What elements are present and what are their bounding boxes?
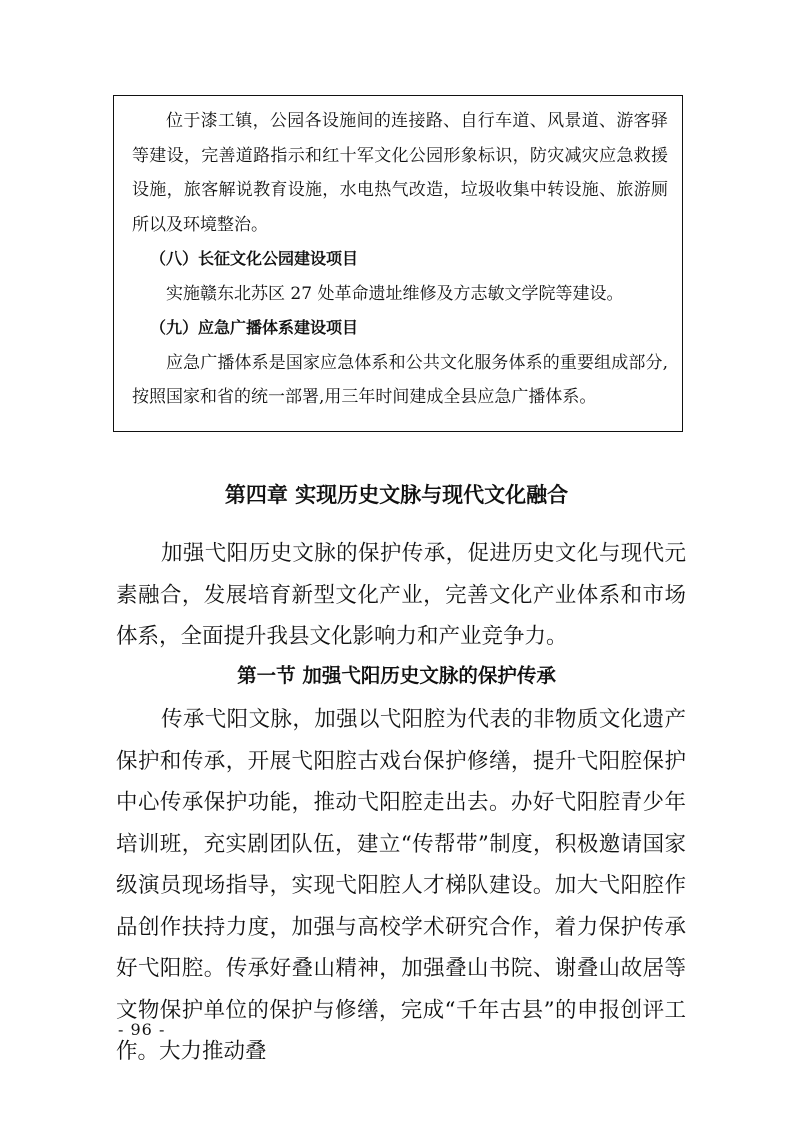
box-heading-8: （八）长征文化公园建设项目 <box>150 249 359 268</box>
chapter-intro-paragraph: 加强弋阳历史文脉的保护传承，促进历史文化与现代元素融合，发展培育新型文化产业，完善文化产业体系和市场体系，全面提升我县文化影响力和产业竞争力。 <box>116 541 686 649</box>
box-paragraph-3: 应急广播体系是国家应急体系和公共文化服务体系的重要组成部分,按照国家和省的统一部署,用三年时间建成全县应急广播体系。 <box>132 352 668 407</box>
page-number: - 96 - <box>118 1020 166 1039</box>
project-box <box>113 95 683 432</box>
section-body-paragraph: 传承弋阳文脉，加强以弋阳腔为代表的非物质文化遗产保护和传承，开展弋阳腔古戏台保护修缮，提升弋阳腔保护中心传承保护功能，推动弋阳腔走出去。办好弋阳腔青少年培训班，充实剧团队伍，建立“传帮带”制度，积极邀请国家级演员现场指导，实现弋阳腔人才梯队建设。加大弋阳腔作品创作扶持力度，加强与高校学术研究合作，着力保护传承好弋阳腔。传承好叠山精神，加强叠山书院、谢叠山故居等文物保护单位的保护与修缮，完成“千年古县”的申报创评工作。大力推动叠 <box>116 707 686 1064</box>
section-title: 第一节 加强弋阳历史文脉的保护传承 <box>237 664 556 687</box>
box-heading-9: （九）应急广播体系建设项目 <box>150 318 359 337</box>
box-paragraph-2: 实施赣东北苏区 27 处革命遗址维修及方志敏文学院等建设。 <box>166 283 624 304</box>
chapter-title: 第四章 实现历史文脉与现代文化融合 <box>224 483 569 507</box>
box-paragraph-1: 位于漆工镇，公园各设施间的连接路、自行车道、风景道、游客驿等建设，完善道路指示和红十军文化公园形象标识，防灾减灾应急救援设施，旅客解说教育设施，水电热气改造，垃圾收集中转设施、旅游厕所以及环境整治。 <box>132 111 668 235</box>
